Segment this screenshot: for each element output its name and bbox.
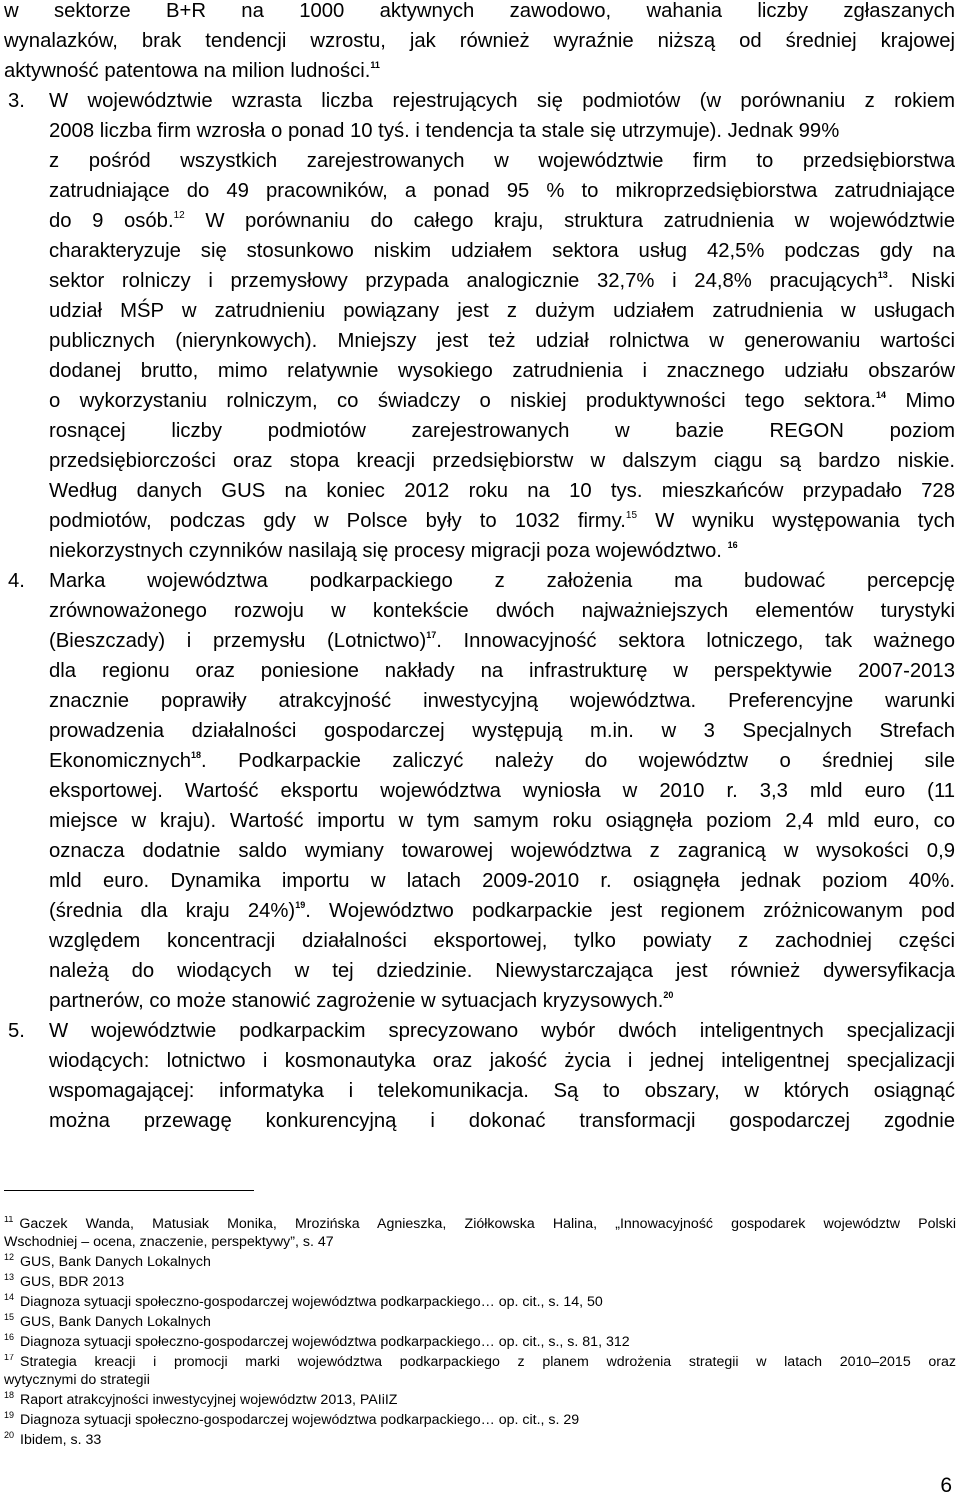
footnote-ref: 11: [370, 60, 380, 70]
list-number: 4.: [8, 570, 25, 592]
text-line: przedsiębiorczości oraz stopa kreacji przedsiębiorstw w dalszym ciągu są bardzo niskie.: [49, 450, 955, 472]
footnote-ref: 13: [877, 270, 888, 280]
text-line: względem koncentracji działalności eksportowej, tylko powiaty z zachodniej części: [49, 930, 955, 952]
footnote: $^{17}$ Strategia kreacji i promocji marki województwa podkarpackiego z planem wdrożenia strategii w latach 2010–2015 oraz: [4, 1354, 956, 1370]
footnote: wytycznymi do strategii: [4, 1372, 150, 1388]
footnote-ref: 16: [727, 540, 738, 550]
text-line: Ekonomicznych$^{18}$. Podkarpackie zaliczyć należy do województw o średniej sile: [49, 750, 955, 772]
footnote-divider: [4, 1190, 254, 1191]
footnote-ref: 19: [295, 900, 306, 910]
footnote: $^{16}$ Diagnoza sytuacji społeczno-gospodarczej województwa podkarpackiego… op. cit., s., s. 81, 312: [4, 1332, 630, 1350]
footnote: $^{18}$ Raport atrakcyjności inwestycyjnej województw 2013, PAIiIZ: [4, 1390, 398, 1408]
text-line: (średnia dla kraju 24%)$^{19}$. Województwo podkarpackie jest regionem zróżnicowanym pod: [49, 900, 955, 922]
footnote-ref: 15: [625, 510, 638, 521]
footnote-ref: 14: [876, 390, 887, 400]
text-line: dodanej brutto, mimo relatywnie wysokiego zatrudnienia i znacznego udziału obszarów: [49, 360, 955, 382]
text-line: aktywność patentowa na milion ludności.$^{11}$: [4, 60, 380, 82]
text-line: oznacza dodatnie saldo wymiany towarowej województwa z zagranicą w wysokości 0,9: [49, 840, 955, 862]
text-line: zatrudniające do 49 pracowników, a ponad 95 % to mikroprzedsiębiorstwa zatrudniające: [49, 180, 955, 202]
text-line: eksportowej. Wartość eksportu województwa wyniosła w 2010 r. 3,3 mld euro (11: [49, 780, 955, 802]
footnote: $^{11}$ Gaczek Wanda, Matusiak Monika, Mrozińska Agnieszka, Ziółkowska Halina, „Innowacyjność gospodarek województw Polski: [4, 1216, 956, 1232]
text-line: 2008 liczba firm wzrosła o ponad 10 tyś. i tendencja ta stale się utrzymuje). Jednak 99%: [49, 120, 840, 142]
footnote: $^{19}$ Diagnoza sytuacji społeczno-gospodarczej województwa podkarpackiego… op. cit., s. 29: [4, 1410, 580, 1428]
text-line: w sektorze B+R na 1000 aktywnych zawodowo, wahania liczby zgłaszanych: [4, 0, 955, 22]
text-line: niekorzystnych czynników nasilają się procesy migracji poza województwo. $^{16}$: [49, 540, 738, 562]
footnote: $^{12}$ GUS, Bank Danych Lokalnych: [4, 1252, 211, 1270]
text-line: W województwie wzrasta liczba rejestrujących się podmiotów (w porównaniu z rokiem: [49, 90, 955, 112]
text-line: Według danych GUS na koniec 2012 roku na 10 tys. mieszkańców przypadało 728: [49, 480, 955, 502]
text-line: mld euro. Dynamika importu w latach 2009-2010 r. osiągnęła jednak poziom 40%.: [49, 870, 955, 892]
text-line: dla regionu oraz poniesione nakłady na infrastrukturę w perspektywie 2007-2013: [49, 660, 955, 682]
text-line: partnerów, co może stanowić zagrożenie w sytuacjach kryzysowych.$^{20}$: [49, 990, 674, 1012]
text-line: (Bieszczady) i przemysłu (Lotnictwo)$^{17}$. Innowacyjność sektora lotniczego, tak ważnego: [49, 630, 955, 652]
text-line: udział MŚP w zatrudnieniu powiązany jest z dużym udziałem zatrudnienia w usługach: [49, 300, 955, 322]
text-line: wynalazków, brak tendencji wzrostu, jak również wyraźnie niższą od średniej krajowej: [4, 30, 955, 52]
text-line: można przewagę konkurencyjną i dokonać transformacji gospodarczej zgodnie: [49, 1110, 955, 1132]
text-line: zrównoważonego rozwoju w kontekście dwóch najważniejszych elementów turystyki: [49, 600, 955, 622]
footnote-ref: 20: [663, 990, 674, 1000]
text-line: miejsce w kraju). Wartość importu w tym samym roku osiągnęła poziom 2,4 mld euro, co: [49, 810, 955, 832]
text-line: prowadzenia działalności gospodarczej występują m.in. w 3 Specjalnych Strefach: [49, 720, 955, 742]
footnote: $^{13}$ GUS, BDR 2013: [4, 1272, 125, 1290]
list-number: 3.: [8, 90, 25, 112]
text-line: podmiotów, podczas gdy w Polsce były to 1032 firmy.$^{15}$ W wyniku występowania tych: [49, 510, 955, 532]
text-line: do 9 osób.$^{12}$ W porównaniu do całego kraju, struktura zatrudnienia w województwie: [49, 210, 955, 232]
text-line: wiodących: lotnictwo i kosmonautyka oraz jakość życia i jednej inteligentnej specjalizacji: [49, 1050, 955, 1072]
text-line: z pośród wszystkich zarejestrowanych w województwie firm to przedsiębiorstwa: [49, 150, 955, 172]
footnote-ref: 12: [173, 210, 185, 221]
text-line: Marka województwa podkarpackiego z założenia ma budować percepcję: [49, 570, 955, 592]
footnote-ref: 18: [191, 750, 202, 760]
text-line: znacznie poprawiły atrakcyjność inwestycyjną województwa. Preferencyjne warunki: [49, 690, 955, 712]
list-number: 5.: [8, 1020, 25, 1042]
footnote: $^{15}$ GUS, Bank Danych Lokalnych: [4, 1312, 211, 1330]
text-line: W województwie podkarpackim sprecyzowano wybór dwóch inteligentnych specjalizacji: [49, 1020, 955, 1042]
page-number: 6: [940, 1474, 952, 1497]
text-line: należą do wiodących w tej dziedzinie. Niewystarczająca jest również dywersyfikacja: [49, 960, 955, 982]
text-line: sektor rolniczy i przemysłowy przypada analogicznie 32,7% i 24,8% pracujących$^{13}$. Niski: [49, 270, 955, 292]
footnote-ref: 17: [426, 630, 437, 640]
text-line: charakteryzuje się stosunkowo niskim udziałem sektora usług 42,5% podczas gdy na: [49, 240, 955, 262]
footnote: Wschodniej – ocena, znaczenie, perspektywy”, s. 47: [4, 1234, 334, 1250]
footnote: $^{14}$ Diagnoza sytuacji społeczno-gospodarczej województwa podkarpackiego… op. cit., s. 14, 50: [4, 1292, 603, 1310]
text-line: publicznych (nierynkowych). Mniejszy jest też udział rolnictwa w generowaniu wartości: [49, 330, 955, 352]
text-line: rosnącej liczby podmiotów zarejestrowanych w bazie REGON poziom: [49, 420, 955, 442]
text-line: o wykorzystaniu rolniczym, co świadczy o niskiej produktywności tego sektora.$^{14}$ Mimo: [49, 390, 955, 412]
footnote: $^{20}$ Ibidem, s. 33: [4, 1430, 102, 1448]
text-line: wspomagającej: informatyka i telekomunikacja. Są to obszary, w których osiągnąć: [49, 1080, 955, 1102]
